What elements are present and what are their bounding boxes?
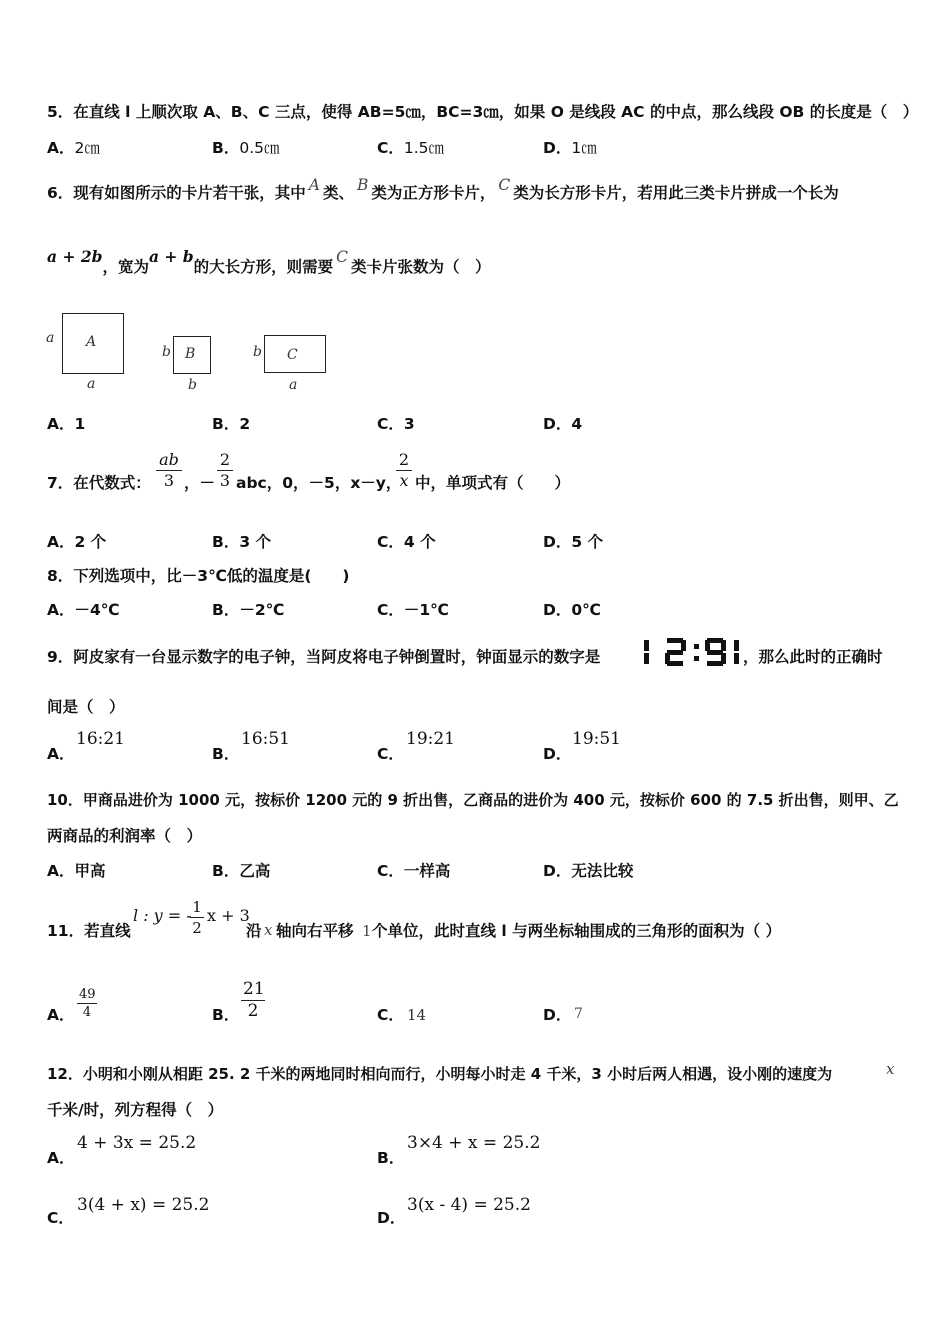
q10-option-d-label: D． — [543, 862, 572, 880]
q7-frac1-den: 3 — [163, 471, 175, 490]
q12-option-d-label: D． — [377, 1209, 406, 1227]
clock-seg — [694, 644, 699, 649]
card-a-inner-label: A — [86, 334, 97, 350]
q9-option-d[interactable] — [543, 744, 571, 764]
q11-eq-frac-den: 2 — [192, 919, 202, 937]
q8-option-c[interactable] — [377, 600, 449, 620]
clock-seg — [734, 653, 739, 664]
q6-option-c-value: 3 — [403, 415, 415, 433]
q8-stem: 8．下列选项中，比－3℃低的温度是( ) — [47, 567, 350, 585]
q7-frac3-den: x — [399, 471, 409, 490]
q5-option-a-value: 2㎝ — [74, 139, 100, 157]
q11-option-b-num: 21 — [243, 979, 265, 999]
q11-eq-frac-num: 1 — [190, 897, 204, 918]
q12-option-d[interactable] — [377, 1208, 405, 1228]
q5-option-c-value: 1.5㎝ — [403, 139, 445, 157]
q10-option-b-value: 乙高 — [239, 862, 271, 880]
q6-option-a-label: A． — [47, 415, 75, 433]
q11-option-b-fraction — [241, 979, 265, 1022]
q10-option-b[interactable] — [212, 861, 270, 881]
q5-option-d-label: D． — [543, 139, 572, 157]
q7-option-c-label: C． — [377, 533, 404, 551]
clock-seg — [644, 640, 649, 651]
q9-stem-part1: 9．阿皮家有一台显示数字的电子钟，当阿皮将电子钟倒置时，钟面显示的数字是 — [47, 648, 601, 666]
q7-option-b-label: B． — [212, 533, 240, 551]
card-b-inner-label: B — [185, 346, 196, 362]
q6-var-a: A — [308, 176, 320, 194]
q11-option-d-label: D． — [543, 1006, 572, 1024]
q7-option-b-value: 3 个 — [239, 533, 272, 551]
q6-stem-part3: 类为正方形卡片， — [371, 184, 496, 202]
q5-option-b-label: B． — [212, 139, 240, 157]
q10-option-a-label: A． — [47, 862, 75, 880]
q6-var-b: B — [357, 176, 369, 194]
q7-prefix: 7．在代数式： — [47, 474, 151, 492]
q7-option-b[interactable] — [212, 532, 271, 552]
q5-option-c[interactable] — [377, 138, 444, 158]
q11-axis-var: x — [264, 921, 273, 939]
q11-suffix: 个单位，此时直线 l 与两坐标轴围成的三角形的面积为（ ） — [372, 922, 782, 940]
q10-option-a-value: 甲高 — [74, 862, 106, 880]
q11-eq-left: l : y = - — [133, 906, 192, 925]
q9-option-c-value: 19:21 — [406, 729, 455, 749]
q6-length-expr: a + 2b — [47, 247, 103, 266]
q12-option-b-label: B． — [377, 1149, 405, 1167]
q7-option-a-label: A． — [47, 533, 75, 551]
q11-option-b[interactable] — [212, 1005, 239, 1025]
q6-option-b-value: 2 — [239, 415, 251, 433]
q10-option-c-value: 一样高 — [403, 862, 451, 880]
q11-option-c-value: 14 — [407, 1006, 427, 1024]
q12-option-c-label: C． — [47, 1209, 74, 1227]
card-c-side-label: b — [253, 344, 262, 360]
q11-mid1: 沿 — [246, 922, 262, 940]
q6-stem-line1 — [47, 176, 839, 203]
q6-option-d-label: D． — [543, 415, 572, 433]
card-a-bottom-label: a — [87, 376, 96, 392]
q8-option-d-label: D． — [543, 601, 572, 619]
q6-option-a[interactable] — [47, 414, 85, 434]
q11-option-d-value: 7 — [574, 1006, 583, 1022]
q11-mid2: 轴向右平移 — [276, 922, 354, 940]
q6-stem-part1: 6．现有如图所示的卡片若干张，其中 — [47, 184, 306, 202]
q6-stem-part6: 的大长方形，则需要 — [193, 258, 334, 276]
card-c-inner-label: C — [287, 347, 298, 363]
card-b-bottom-label: b — [188, 377, 197, 393]
q12-option-a-label: A． — [47, 1149, 75, 1167]
q9-option-c[interactable] — [377, 744, 404, 764]
q10-option-d-value: 无法比较 — [571, 862, 634, 880]
q9-option-b-value: 16:51 — [241, 729, 290, 749]
q11-option-d[interactable] — [543, 1005, 571, 1025]
q6-var-c2: C — [336, 248, 349, 266]
q10-option-c-label: C． — [377, 862, 404, 880]
q12-option-a[interactable] — [47, 1148, 75, 1168]
q12-stem-line1: 12．小明和小刚从相距 25. 2 千米的两地同时相向而行，小明每小时走 4 千米，3 小时后两人相遇，设小刚的速度为 — [47, 1065, 833, 1083]
q11-option-b-label: B． — [212, 1006, 240, 1024]
q9-option-a[interactable] — [47, 744, 75, 764]
q11-eq-fraction — [190, 897, 204, 938]
card-c-bottom-label: a — [289, 377, 298, 393]
q9-option-a-label: A． — [47, 745, 75, 763]
q8-option-a[interactable] — [47, 600, 120, 620]
q8-option-b-value: －2℃ — [239, 601, 285, 619]
q8-option-d-value: 0℃ — [571, 601, 601, 619]
q6-stem-part4: 类为长方形卡片，若用此三类卡片拼成一个长为 — [513, 184, 839, 202]
q8-option-b[interactable] — [212, 600, 284, 620]
q5-option-c-label: C． — [377, 139, 404, 157]
card-b-side-label: b — [162, 344, 171, 360]
q7-option-c[interactable] — [377, 532, 436, 552]
clock-seg — [667, 661, 683, 666]
q12-stem-line2: 千米/时，列方程得（ ） — [47, 1101, 224, 1119]
q11-option-a-fraction — [77, 986, 97, 1021]
q6-option-c[interactable] — [377, 414, 415, 434]
clock-seg — [694, 656, 699, 661]
q6-option-d-value: 4 — [571, 415, 583, 433]
q7-frac-ab-3 — [156, 450, 182, 491]
q7-frac3-num: 2 — [396, 450, 412, 471]
q6-stem-line2 — [47, 247, 491, 277]
q6-stem-part2: 类、 — [323, 184, 355, 202]
q7-option-a[interactable] — [47, 532, 106, 552]
q6-option-c-label: C． — [377, 415, 404, 433]
q9-option-c-label: C． — [377, 745, 404, 763]
q10-stem-line1: 10．甲商品进价为 1000 元，按标价 1200 元的 9 折出售，乙商品的进价为 400 元，按标价 600 的 7.5 折出售，则甲、乙 — [47, 791, 899, 809]
q5-option-b[interactable] — [212, 138, 279, 158]
q12-var-x: x — [886, 1060, 895, 1078]
q7-frac-2-x — [396, 450, 412, 491]
q6-var-c: C — [498, 176, 511, 194]
q5-option-d[interactable] — [543, 138, 597, 158]
q10-option-d[interactable] — [543, 861, 633, 881]
card-a-side-label: a — [46, 330, 55, 346]
clock-seg — [707, 661, 723, 666]
q11-option-c[interactable] — [377, 1005, 404, 1025]
q8-option-c-label: C． — [377, 601, 404, 619]
q9-option-b[interactable] — [212, 744, 239, 764]
q12-option-c-value: 3(4 + x) = 25.2 — [77, 1195, 210, 1215]
q5-option-a[interactable] — [47, 138, 100, 158]
q8-option-a-value: －4℃ — [74, 601, 120, 619]
q7-option-a-value: 2 个 — [74, 533, 107, 551]
q11-option-a[interactable] — [47, 1005, 75, 1025]
q12-option-a-value: 4 + 3x = 25.2 — [77, 1133, 197, 1153]
q10-option-b-label: B． — [212, 862, 240, 880]
q5-option-d-value: 1㎝ — [571, 139, 597, 157]
q10-stem-line2: 两商品的利润率（ ） — [47, 827, 203, 845]
q12-option-d-value: 3(x - 4) = 25.2 — [407, 1195, 531, 1215]
q12-option-c[interactable] — [47, 1208, 74, 1228]
q7-option-c-value: 4 个 — [403, 533, 436, 551]
q9-stem-line2: 间是（ ） — [47, 698, 125, 716]
q6-stem-part7: 类卡片张数为（ ） — [351, 258, 491, 276]
q7-option-d-value: 5 个 — [571, 533, 604, 551]
q11-option-a-label: A． — [47, 1006, 75, 1024]
q9-clock-display — [641, 638, 741, 666]
q9-option-b-label: B． — [212, 745, 240, 763]
q7-frac-2-3 — [217, 450, 233, 491]
q6-stem-part5: ，宽为 — [102, 258, 149, 276]
q12-option-b[interactable] — [377, 1148, 404, 1168]
q7-frac2-den: 3 — [219, 471, 231, 490]
clock-seg — [734, 640, 739, 651]
q7-suffix: 中，单项式有（ ） — [415, 474, 571, 492]
q9-option-d-label: D． — [543, 745, 572, 763]
q7-option-d[interactable] — [543, 532, 603, 552]
q7-middle: abc，0，－5，x－y， — [236, 474, 402, 492]
q11-eq-right: x + 3 — [207, 906, 250, 925]
q7-frac1-num: ab — [156, 450, 182, 471]
q8-option-b-label: B． — [212, 601, 240, 619]
q11-option-c-label: C． — [377, 1006, 404, 1024]
q5-option-b-value: 0.5㎝ — [239, 139, 280, 157]
clock-seg — [644, 653, 649, 664]
q7-frac2-num: 2 — [217, 450, 233, 471]
q7-sep1: ，－ — [184, 474, 216, 492]
q12-option-b-value: 3×4 + x = 25.2 — [407, 1133, 541, 1153]
q11-option-b-den: 2 — [247, 1001, 259, 1021]
q9-option-a-value: 16:21 — [76, 729, 125, 749]
q10-option-a[interactable] — [47, 861, 106, 881]
q11-option-a-den: 4 — [82, 1005, 92, 1020]
q9-stem-part2: ，那么此时的正确时 — [743, 648, 883, 666]
q5-stem: 5．在直线 l 上顺次取 A、B、C 三点，使得 AB=5㎝，BC=3㎝，如果 O 是线段 AC 的中点，那么线段 OB 的长度是（ ） — [47, 103, 919, 121]
q8-option-a-label: A． — [47, 601, 75, 619]
q6-width-expr: a + b — [148, 247, 194, 266]
q10-option-c[interactable] — [377, 861, 450, 881]
q9-option-d-value: 19:51 — [572, 729, 621, 749]
q6-option-b-label: B． — [212, 415, 240, 433]
q6-option-a-value: 1 — [74, 415, 86, 433]
q6-option-d[interactable] — [543, 414, 582, 434]
q11-shift: 1 — [362, 922, 372, 940]
q6-option-b[interactable] — [212, 414, 250, 434]
q11-prefix: 11．若直线 — [47, 922, 131, 940]
q7-option-d-label: D． — [543, 533, 572, 551]
q8-option-c-value: －1℃ — [403, 601, 449, 619]
q11-option-a-num: 49 — [79, 987, 96, 1002]
q5-option-a-label: A． — [47, 139, 75, 157]
q8-option-d[interactable] — [543, 600, 601, 620]
